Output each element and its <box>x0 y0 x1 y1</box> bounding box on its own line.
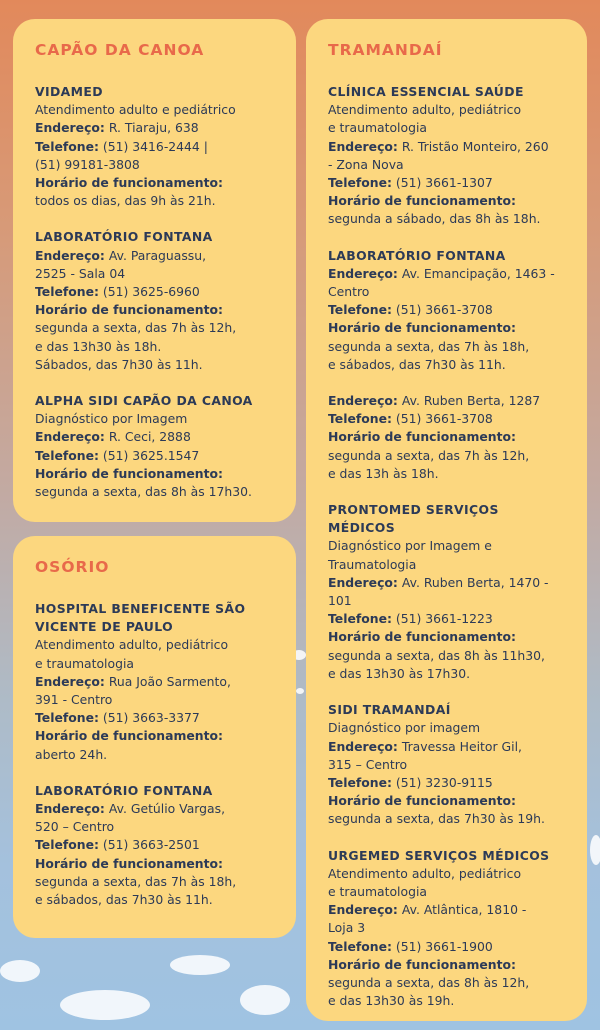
hours-value: segunda a sexta, das 8h às 12h, e das 13h30 às 19h. <box>328 974 530 1009</box>
hours-label: Horário de funcionamento: <box>328 793 516 809</box>
background-splash <box>590 835 600 865</box>
clinic-phone <box>328 174 567 192</box>
hours-label: Horário de funcionamento: <box>35 175 223 191</box>
clinic-name: LABORATÓRIO FONTANA <box>328 247 506 263</box>
phone-value: (51) 3661-3708 <box>395 302 493 318</box>
clinic-address <box>328 265 567 301</box>
hours-label: Horário de funcionamento: <box>328 193 516 209</box>
clinic-phone <box>328 301 567 319</box>
clinic-entry <box>35 782 276 909</box>
clinic-entry <box>35 600 276 764</box>
address-value: Av. Getúlio Vargas, 520 – Centro <box>35 801 226 835</box>
address-label: Endereço: <box>35 801 105 817</box>
address-value: R. Ceci, 2888 <box>108 429 191 445</box>
address-label: Endereço: <box>328 902 398 918</box>
phone-value: (51) 3663-3377 <box>102 710 200 726</box>
address-label: Endereço: <box>328 574 398 590</box>
city-title: OSÓRIO <box>35 558 110 576</box>
hours-value: segunda a sexta, das 7h às 12h, e das 13h30 às 18h. Sábados, das 7h30 às 11h. <box>35 320 237 372</box>
clinic-phone <box>328 774 567 792</box>
clinic-entry <box>35 83 276 210</box>
address-label: Endereço: <box>35 247 105 263</box>
clinic-phone <box>35 138 276 174</box>
address-label: Endereço: <box>35 120 105 136</box>
clinic-name: SIDI TRAMANDAÍ <box>328 702 451 718</box>
card-capao-da-canoa <box>13 19 296 522</box>
address-label: Endereço: <box>328 265 398 281</box>
clinic-address <box>35 247 276 283</box>
hours-value: segunda a sexta, das 7h às 12h, e das 13h às 18h. <box>328 447 530 481</box>
phone-label: Telefone: <box>328 774 392 790</box>
phone-value: (51) 3416-2444 | (51) 99181-3808 <box>35 138 208 172</box>
hours-value: todos os dias, das 9h às 21h. <box>35 193 216 209</box>
clinic-entry <box>328 247 567 374</box>
phone-label: Telefone: <box>35 837 99 853</box>
clinic-description: Diagnóstico por Imagem e Traumatologia <box>328 538 492 572</box>
hours-label: Horário de funcionamento: <box>328 629 516 645</box>
phone-value: (51) 3625-6960 <box>102 284 200 300</box>
phone-label: Telefone: <box>328 175 392 191</box>
clinic-address <box>328 901 567 937</box>
card-osorio <box>13 536 296 938</box>
address-label: Endereço: <box>35 429 105 445</box>
phone-value: (51) 3661-1307 <box>395 175 493 191</box>
clinic-entry <box>328 392 567 483</box>
address-label: Endereço: <box>328 138 398 154</box>
background-splash <box>0 960 40 982</box>
phone-label: Telefone: <box>35 710 99 726</box>
clinic-name: LABORATÓRIO FONTANA <box>35 229 213 245</box>
clinic-description: Atendimento adulto e pediátrico <box>35 102 236 118</box>
clinic-address <box>328 138 567 174</box>
clinic-name: VIDAMED <box>35 84 103 99</box>
address-value: Av. Emancipação, 1463 - Centro <box>328 265 555 300</box>
city-title: CAPÃO DA CANOA <box>35 41 205 59</box>
clinic-phone <box>35 283 276 301</box>
clinic-description: Diagnóstico por Imagem <box>35 411 188 427</box>
hours-value: segunda a sexta, das 7h às 18h, e sábados, das 7h30 às 11h. <box>328 338 530 372</box>
phone-value: (51) 3661-1223 <box>395 611 493 627</box>
phone-value: (51) 3663-2501 <box>102 837 200 853</box>
clinic-name: CLÍNICA ESSENCIAL SAÚDE <box>328 84 524 99</box>
hours-value: segunda a sexta, das 8h às 17h30. <box>35 484 252 500</box>
clinic-phone <box>35 709 276 727</box>
phone-value: (51) 3661-1900 <box>395 938 493 954</box>
clinic-address <box>35 428 276 446</box>
clinic-hours <box>328 319 567 374</box>
clinic-description: Diagnóstico por imagem <box>328 720 481 736</box>
hours-label: Horário de funcionamento: <box>35 302 223 318</box>
clinic-phone <box>328 610 567 628</box>
hours-value: segunda a sexta, das 7h30 às 19h. <box>328 811 545 827</box>
phone-label: Telefone: <box>328 938 392 954</box>
hours-value: aberto 24h. <box>35 746 108 762</box>
address-value: Av. Ruben Berta, 1287 <box>401 393 541 409</box>
clinic-entry <box>328 83 567 229</box>
address-value: R. Tristão Monteiro, 260 - Zona Nova <box>328 138 549 172</box>
address-value: Av. Ruben Berta, 1470 - 101 <box>328 574 549 609</box>
clinic-hours <box>35 174 276 210</box>
address-value: Travessa Heitor Gil, 315 – Centro <box>328 738 522 772</box>
entry-list <box>328 83 567 1010</box>
entry-list <box>35 83 276 501</box>
hours-value: segunda a sábado, das 8h às 18h. <box>328 211 541 227</box>
address-value: Av. Atlântica, 1810 - Loja 3 <box>328 902 527 936</box>
clinic-name: PRONTOMED SERVIÇOS MÉDICOS <box>328 502 499 536</box>
clinic-entry <box>328 701 567 828</box>
address-label: Endereço: <box>328 393 398 409</box>
phone-label: Telefone: <box>328 302 392 318</box>
clinic-hours <box>328 956 567 1011</box>
clinic-name: ALPHA SIDI CAPÃO DA CANOA <box>35 393 253 409</box>
clinic-name: URGEMED SERVIÇOS MÉDICOS <box>328 847 550 863</box>
clinic-hours <box>35 855 276 910</box>
clinic-name: LABORATÓRIO FONTANA <box>35 782 213 798</box>
city-title: TRAMANDAÍ <box>328 41 443 59</box>
background-splash <box>170 955 230 975</box>
clinic-entry <box>328 501 567 683</box>
clinic-description: Atendimento adulto, pediátrico e traumatologia <box>328 102 522 136</box>
address-value: Av. Paraguassu, 2525 - Sala 04 <box>35 247 207 281</box>
clinic-address <box>35 800 276 836</box>
clinic-hours <box>328 792 567 828</box>
phone-value: (51) 3625.1547 <box>102 447 200 463</box>
clinic-hours <box>35 301 276 374</box>
clinic-address <box>328 574 567 610</box>
clinic-address <box>328 738 567 774</box>
phone-value: (51) 3230-9115 <box>395 774 493 790</box>
hours-label: Horário de funcionamento: <box>328 956 516 972</box>
address-value: Rua João Sarmento, 391 - Centro <box>35 673 231 708</box>
phone-value: (51) 3661-3708 <box>395 411 493 427</box>
hours-label: Horário de funcionamento: <box>35 728 223 744</box>
phone-label: Telefone: <box>328 411 392 427</box>
clinic-name: HOSPITAL BENEFICENTE SÃO VICENTE DE PAULO <box>35 601 246 635</box>
clinic-address <box>328 392 567 410</box>
hours-value: segunda a sexta, das 7h às 18h, e sábados, das 7h30 às 11h. <box>35 873 237 908</box>
background-splash <box>296 688 304 694</box>
clinic-entry <box>35 392 276 501</box>
clinic-hours <box>35 727 276 763</box>
clinic-phone <box>35 447 276 465</box>
hours-label: Horário de funcionamento: <box>35 465 223 481</box>
address-value: R. Tiaraju, 638 <box>108 120 199 136</box>
clinic-description: Atendimento adulto, pediátrico e traumatologia <box>328 865 522 899</box>
hours-label: Horário de funcionamento: <box>328 320 516 336</box>
clinic-description: Atendimento adulto, pediátrico e traumatologia <box>35 637 229 671</box>
hours-value: segunda a sexta, das 8h às 11h30, e das 13h30 às 17h30. <box>328 647 545 681</box>
hours-label: Horário de funcionamento: <box>35 855 223 871</box>
phone-label: Telefone: <box>35 284 99 300</box>
clinic-address <box>35 673 276 709</box>
phone-label: Telefone: <box>35 447 99 463</box>
address-label: Endereço: <box>328 738 398 754</box>
clinic-hours <box>328 628 567 683</box>
clinic-entry <box>35 228 276 374</box>
clinic-phone <box>35 836 276 854</box>
clinic-phone <box>328 410 567 428</box>
clinic-hours <box>328 428 567 483</box>
clinic-phone <box>328 938 567 956</box>
background-splash <box>240 985 290 1015</box>
clinic-entry <box>328 847 567 1011</box>
entry-list <box>35 600 276 909</box>
card-tramandai <box>306 19 587 1021</box>
phone-label: Telefone: <box>35 138 99 154</box>
background-splash <box>60 990 150 1020</box>
hours-label: Horário de funcionamento: <box>328 429 516 445</box>
clinic-hours <box>328 192 567 228</box>
clinic-hours <box>35 465 276 501</box>
phone-label: Telefone: <box>328 611 392 627</box>
clinic-address <box>35 119 276 137</box>
address-label: Endereço: <box>35 673 105 689</box>
